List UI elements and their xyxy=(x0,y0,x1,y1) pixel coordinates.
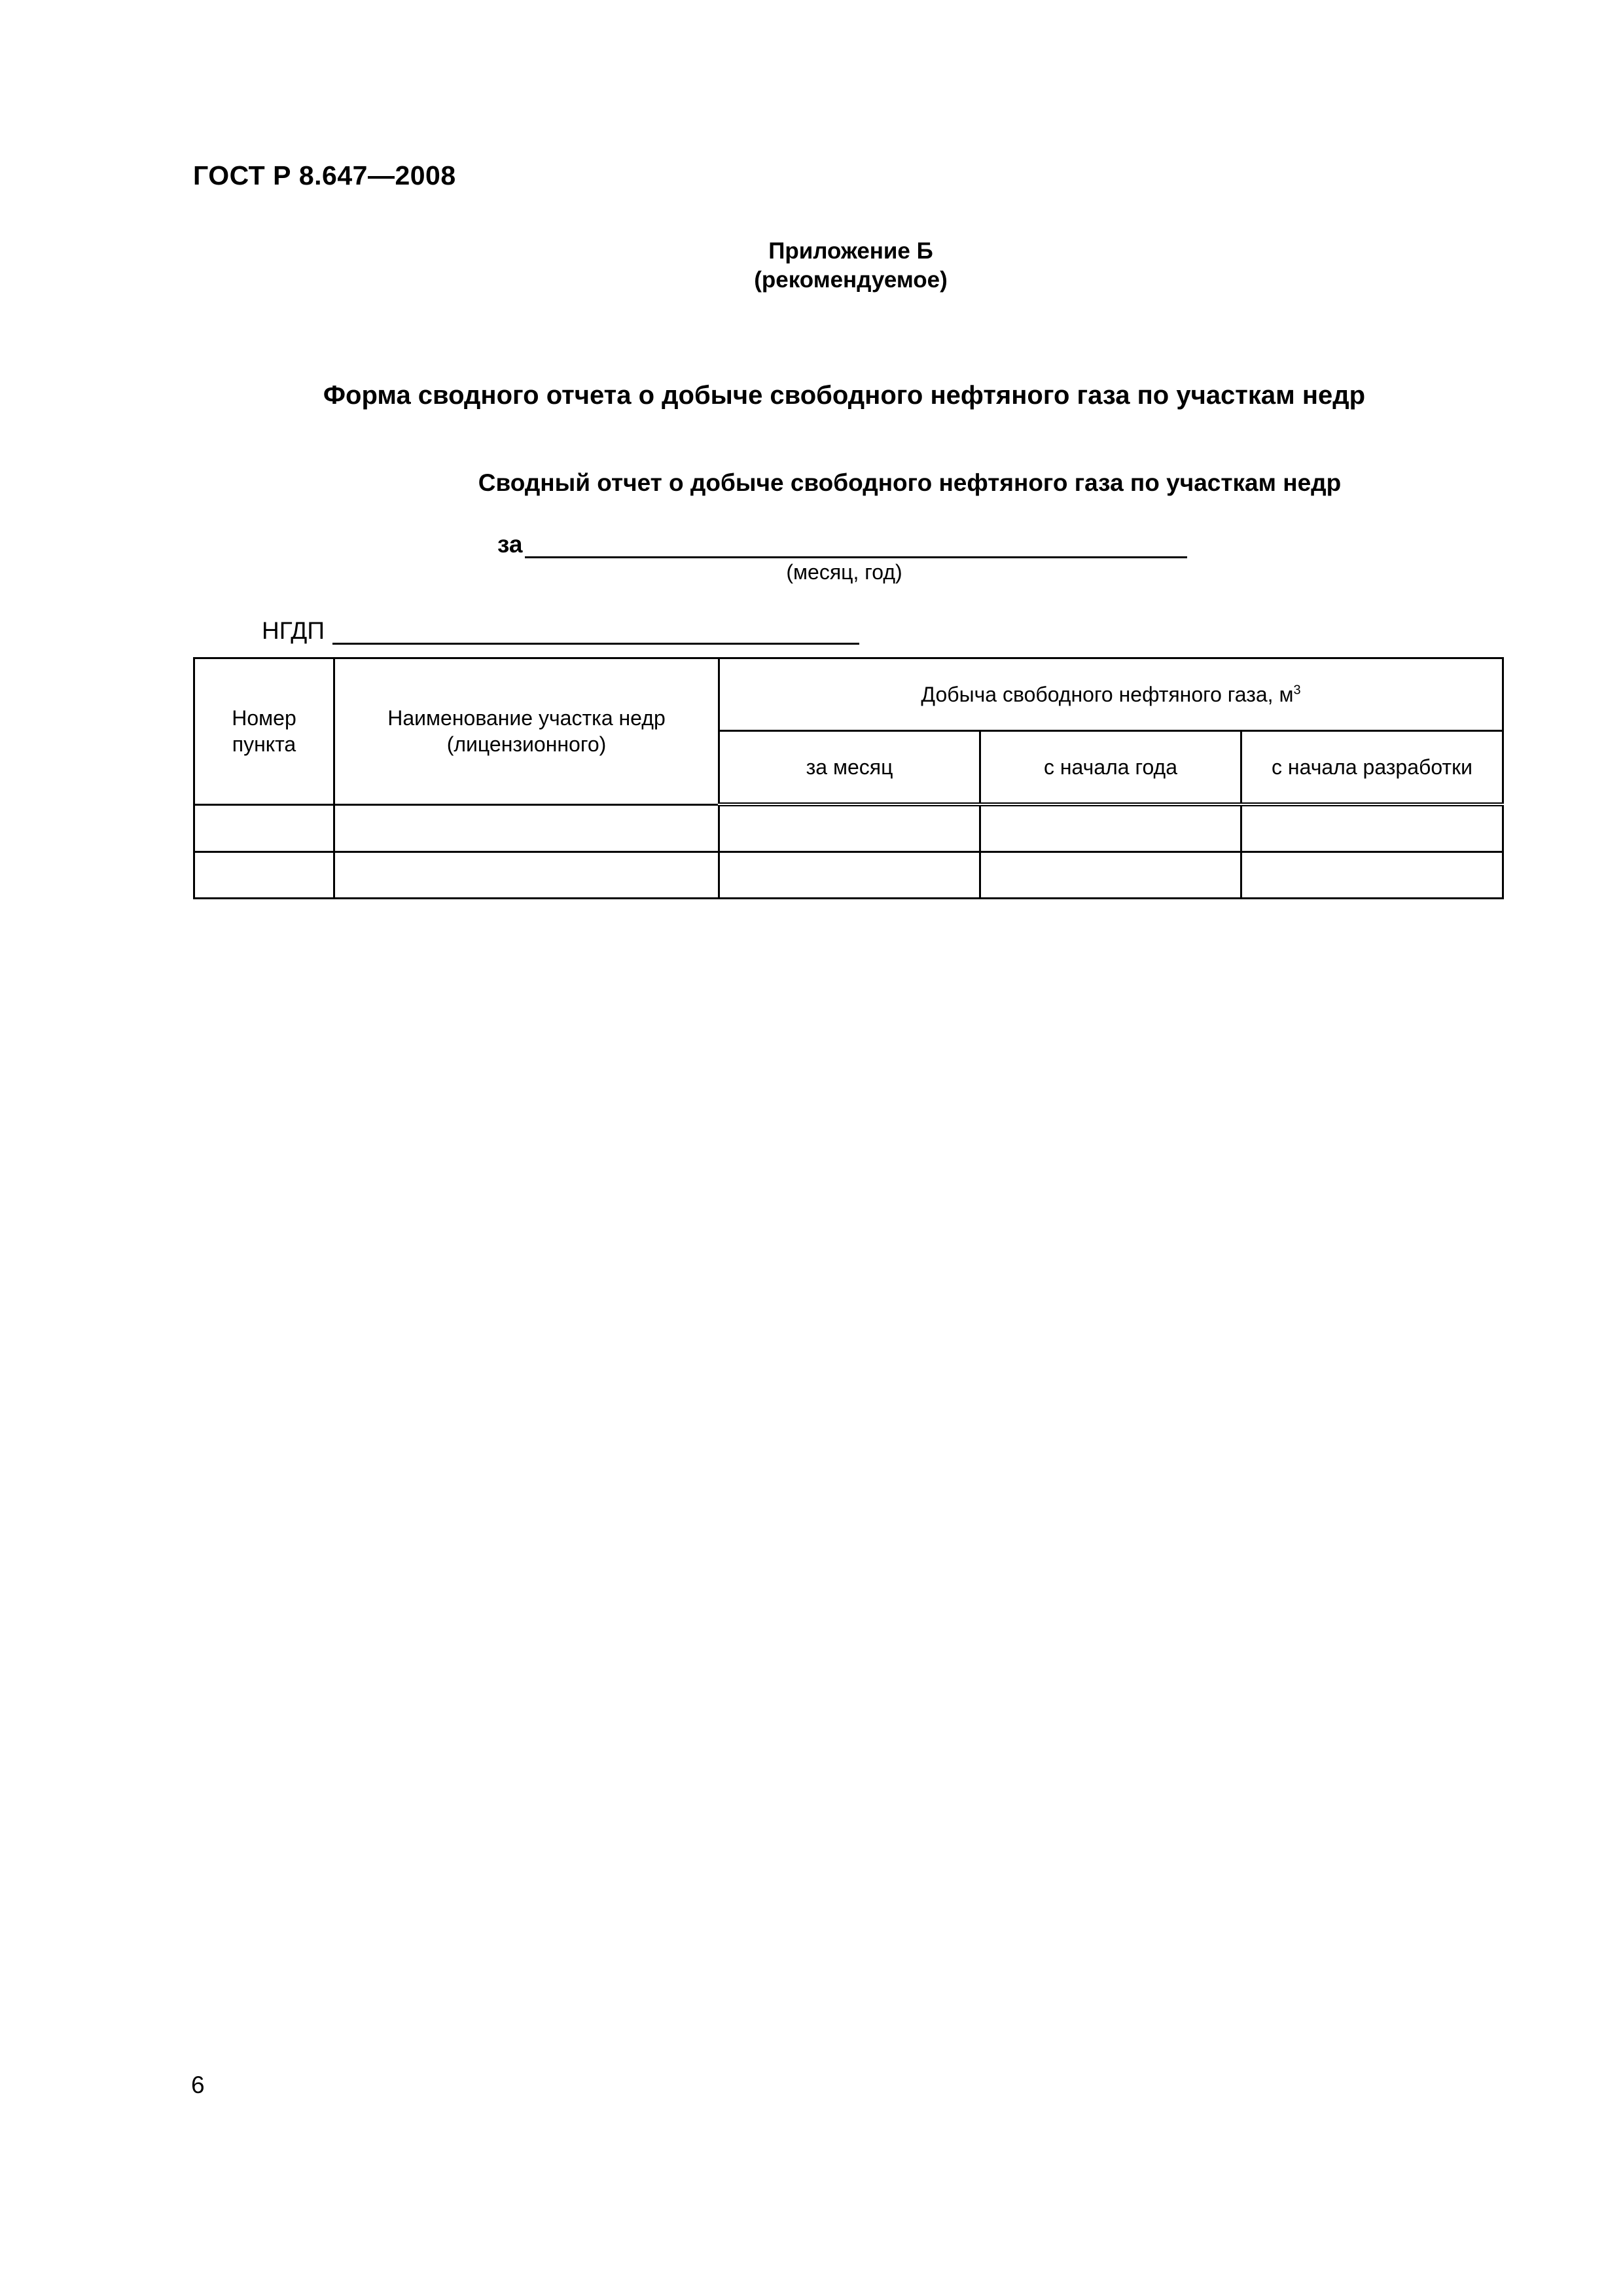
header-development: с начала разработки xyxy=(1241,731,1503,805)
period-fill-line[interactable] xyxy=(525,530,1187,558)
report-title: Сводный отчет о добыче свободного нефтяного газа по участкам недр xyxy=(478,469,1342,496)
period-caption: (месяц, год) xyxy=(786,560,902,584)
header-number-label: Номер пункта xyxy=(232,706,296,757)
table-cell[interactable] xyxy=(980,852,1241,899)
header-production-label: Добыча свободного нефтяного газа, м xyxy=(921,683,1294,706)
form-title: Форма сводного отчета о добыче свободного нефтяного газа по участкам недр xyxy=(323,381,1366,410)
table-cell[interactable] xyxy=(980,804,1241,852)
table-cell[interactable] xyxy=(719,804,980,852)
header-number xyxy=(194,658,334,805)
header-month: за месяц xyxy=(719,731,980,805)
report-table xyxy=(193,657,1504,899)
period-label: за xyxy=(497,531,523,558)
period-row xyxy=(497,530,1187,558)
table-cell[interactable] xyxy=(1241,804,1503,852)
table-cell[interactable] xyxy=(334,852,719,899)
appendix-kind: (рекомендуемое) xyxy=(754,267,948,293)
header-production-group xyxy=(719,658,1503,731)
page-number: 6 xyxy=(191,2072,205,2098)
table-cell[interactable] xyxy=(1241,852,1503,899)
document-code: ГОСТ Р 8.647—2008 xyxy=(193,160,456,190)
header-name-line1: Наименование участка недр xyxy=(387,706,666,730)
header-name-line2: (лицензионного) xyxy=(446,732,607,757)
table-cell[interactable] xyxy=(334,804,719,852)
table-cell[interactable] xyxy=(194,852,334,899)
appendix-title: Приложение Б xyxy=(768,238,933,264)
table-cell[interactable] xyxy=(194,804,334,852)
org-label: НГДП xyxy=(262,617,325,644)
table-row xyxy=(194,852,1503,899)
org-fill-line[interactable] xyxy=(332,617,859,645)
table-row xyxy=(194,804,1503,852)
header-year: с начала года xyxy=(980,731,1241,805)
header-production-unit-sup: 3 xyxy=(1293,683,1301,698)
table-cell[interactable] xyxy=(719,852,980,899)
header-name xyxy=(334,658,719,805)
org-row xyxy=(262,617,859,645)
